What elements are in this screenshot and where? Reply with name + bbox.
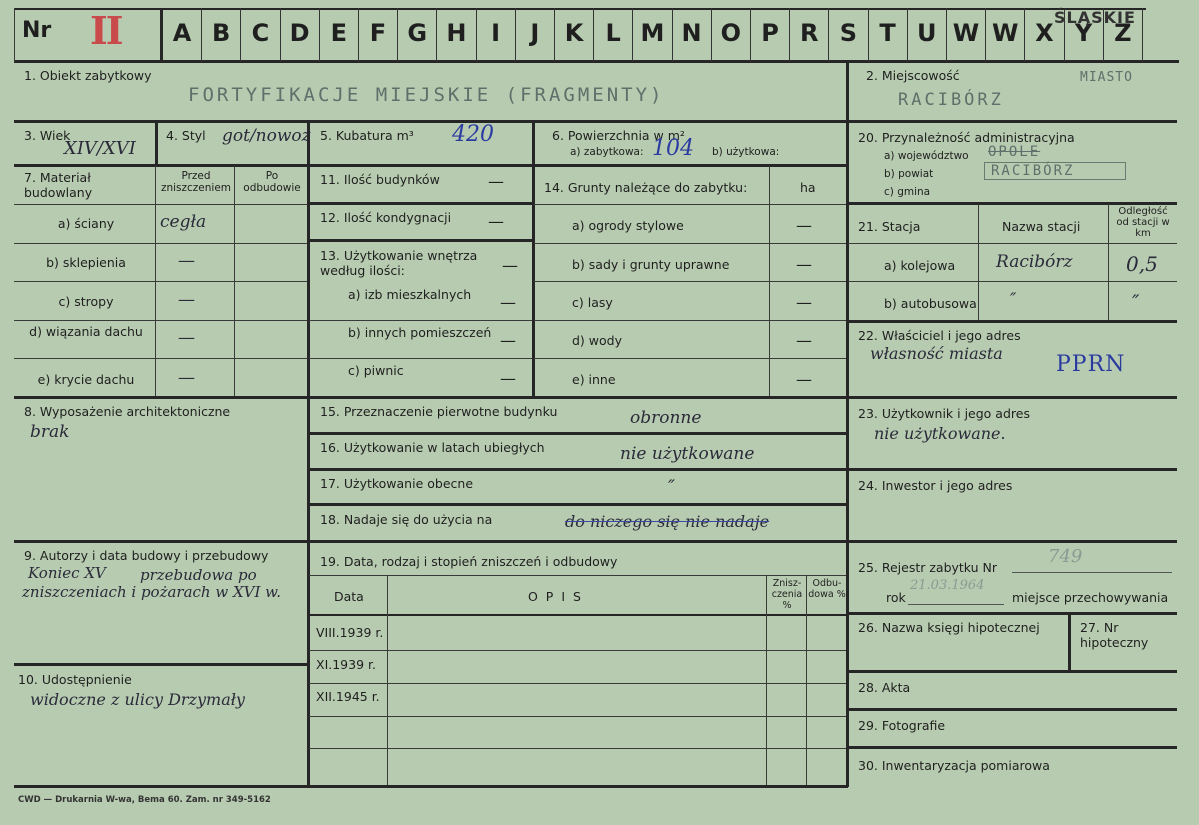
f21-top	[848, 202, 1177, 205]
f20-a-value: OPOLE	[988, 144, 1041, 160]
f2-note: MIASTO	[1080, 70, 1133, 85]
f24-label: 24. Inwestor i jego adres	[858, 478, 1013, 493]
f6-sub-b: b) użytkowa:	[712, 146, 780, 158]
f19-col-zn	[766, 575, 767, 785]
f25-rok-label: rok	[886, 590, 906, 605]
f17-value: ″	[668, 476, 676, 498]
f22-value: własność miasta	[870, 344, 1003, 363]
f7-label: 7. Materiał budowlany	[24, 170, 93, 200]
f14-row-value: —	[796, 255, 812, 274]
nr-label: Nr	[22, 18, 52, 43]
f19-date: XII.1945 r.	[316, 689, 380, 704]
f25-nr-line	[1012, 572, 1172, 573]
f13-value: —	[502, 256, 518, 275]
f20-c-label: c) gmina	[884, 186, 931, 198]
f26-label: 26. Nazwa księgi hipotecznej	[858, 620, 1040, 635]
f21-col2	[1108, 204, 1109, 320]
index-letter: U	[917, 19, 937, 47]
f16-value: nie użytkowane	[620, 444, 755, 464]
f14-head-line	[534, 204, 846, 205]
f12-label: 12. Ilość kondygnacji	[320, 210, 452, 225]
f11-line	[309, 202, 532, 205]
f9-label: 9. Autorzy i data budowy i przebudowy	[24, 548, 269, 563]
index-letter: S	[839, 19, 858, 47]
index-letter: K	[564, 19, 584, 47]
f23-line	[848, 396, 1177, 399]
f21-label: 21. Stacja	[858, 219, 921, 234]
index-letter: J	[530, 19, 540, 47]
mat-line-1	[14, 243, 307, 244]
f20-b-value: RACIBÓRZ	[984, 162, 1126, 180]
f14-line-3	[534, 320, 846, 321]
f30-line	[848, 746, 1177, 749]
f18-label: 18. Nadaje się do użycia na	[320, 512, 493, 527]
f14-row-value: —	[796, 293, 812, 312]
f21-head-line	[848, 243, 1177, 244]
f7-col-before: Przed zniszczeniem	[160, 170, 232, 194]
f21-row-label: b) autobusowa	[884, 296, 977, 311]
index-letter: L	[605, 19, 621, 47]
f13-row-value: —	[500, 331, 516, 350]
mat-head-line	[14, 204, 307, 205]
index-letter: Y	[1074, 19, 1093, 47]
f29-label: 29. Fotografie	[858, 718, 946, 733]
wiek-divider	[155, 122, 158, 166]
f12-line	[309, 239, 532, 242]
f20-label: 20. Przynależność administracyjna	[858, 130, 1075, 145]
f14-row-label: e) inne	[572, 372, 616, 387]
f10-line	[14, 663, 307, 666]
f25-nr-value: 749	[1048, 546, 1083, 567]
f9-value-1: Koniec XV	[28, 564, 106, 582]
f19-line	[14, 540, 846, 543]
f19-row-2	[309, 683, 846, 684]
f8-value: brak	[30, 422, 70, 442]
f25-label: 25. Rejestr zabytku Nr	[858, 560, 998, 575]
mat-line-3	[14, 320, 307, 321]
index-letter: A	[172, 19, 192, 47]
index-letter: P	[761, 19, 779, 47]
f21-row-name: ″	[1010, 290, 1017, 310]
f27-label: 27. Nr hipoteczny	[1080, 620, 1149, 650]
f7-row-value: —	[178, 290, 195, 310]
f21-row-line	[848, 281, 1177, 282]
f5-label: 5. Kubatura m³	[320, 128, 414, 143]
f30-label: 30. Inwentaryzacja pomiarowa	[858, 758, 1050, 773]
f21-row-dist: 0,5	[1126, 252, 1158, 276]
f19-label: 19. Data, rodzaj i stopień zniszczeń i odbudowy	[320, 554, 618, 569]
row1-line	[14, 120, 1177, 123]
f6-sub-a: a) zabytkowa:	[570, 146, 644, 158]
row15-line	[14, 396, 846, 399]
index-divider	[1142, 8, 1143, 62]
index-letter: C	[251, 19, 270, 47]
f28-line	[848, 670, 1177, 673]
f9-value-1b: przebudowa po	[140, 566, 257, 584]
f22-stamp: PPRN	[1056, 352, 1126, 377]
f14-label: 14. Grunty należące do zabytku:	[544, 180, 748, 195]
index-letter: W	[991, 19, 1019, 47]
index-letter: T	[879, 19, 896, 47]
f11-label: 11. Ilość budynków	[320, 172, 440, 187]
f14-row-value: —	[796, 216, 812, 235]
f19-row-4	[309, 748, 846, 749]
f21-row-label: a) kolejowa	[884, 258, 956, 273]
f7-col-after: Po odbudowie	[243, 170, 301, 194]
index-letter: Z	[1114, 19, 1132, 47]
index-letter: F	[369, 19, 387, 47]
f27-divider	[1068, 612, 1071, 672]
f13-row-label: b) innych pomieszczeń	[348, 325, 492, 340]
f7-row-label: a) ściany	[57, 216, 115, 231]
f4-label: 4. Styl	[166, 128, 206, 143]
f5-value: 420	[452, 122, 494, 147]
f29-line	[848, 708, 1177, 711]
row3-line	[14, 164, 846, 167]
f20-a-label: a) województwo	[884, 150, 969, 162]
f19-col-zn: Znisz-czenia %	[771, 578, 803, 611]
f18-value: do niczego się nie nadaje	[565, 512, 770, 531]
f22-line	[848, 320, 1177, 323]
f19-row-3	[309, 716, 846, 717]
f13-row-value: —	[500, 293, 516, 312]
f14-row-value: —	[796, 370, 812, 389]
f13-row-value: —	[500, 369, 516, 388]
f19-date: VIII.1939 r.	[316, 625, 384, 640]
f25-rok-value: 21.03.1964	[910, 578, 985, 593]
col-divider-left	[307, 122, 310, 787]
f15-value: obronne	[630, 408, 702, 428]
f1-label: 1. Obiekt zabytkowy	[24, 68, 152, 83]
f4-value: got/nowoż	[222, 126, 311, 146]
f11-value: —	[488, 172, 504, 191]
index-letter: G	[407, 19, 428, 47]
index-letter: N	[681, 19, 702, 47]
f7-row-label: c) stropy	[58, 294, 114, 309]
f21-row-dist: ″	[1132, 290, 1140, 314]
f17-label: 17. Użytkowanie obecne	[320, 476, 474, 491]
f19-row-1	[309, 650, 846, 651]
index-letter: O	[720, 19, 741, 47]
f22-label: 22. Właściciel i jego adres	[858, 328, 1021, 343]
f23-value: nie użytkowane.	[874, 424, 1006, 443]
f19-col-date: Data	[334, 589, 364, 604]
f25-place-label: miejsce przechowywania	[1012, 590, 1169, 605]
index-letter: I	[491, 19, 501, 47]
f21-row-name: Racibórz	[996, 252, 1073, 272]
f19-col-odb: Odbu-dowa %	[808, 578, 846, 600]
col-divider-right	[846, 62, 849, 787]
index-letter: H	[446, 19, 467, 47]
f13-line-a	[309, 320, 532, 321]
index-letter: D	[289, 19, 310, 47]
f19-col-odb	[806, 575, 807, 785]
f14-line-4	[534, 358, 846, 359]
f18-line	[309, 503, 846, 506]
f3-label: 3. Wiek	[24, 128, 71, 143]
mat-line-4	[14, 358, 307, 359]
f7-row-label: e) krycie dachu	[37, 372, 135, 387]
f10-value: widoczne z ulicy Drzymały	[30, 690, 245, 709]
index-letter: R	[799, 19, 819, 47]
f19-col-date	[387, 575, 388, 785]
f23-label: 23. Użytkownik i jego adres	[858, 406, 1030, 421]
f21-col-dist: Odległość od stacji w km	[1116, 206, 1170, 239]
f21-col-name: Nazwa stacji	[1002, 219, 1081, 234]
index-letter: W	[952, 19, 980, 47]
f16-label: 16. Użytkowanie w latach ubiegłych	[320, 440, 545, 455]
f7-row-label: b) sklepienia	[46, 255, 126, 270]
f7-row-value: —	[178, 328, 195, 348]
f28-label: 28. Akta	[858, 680, 911, 695]
header-left-edge	[14, 8, 15, 62]
region-stamp: ŚLĄSKIE	[1054, 8, 1136, 27]
index-letter: B	[212, 19, 231, 47]
f14-row-label: a) ogrody stylowe	[572, 218, 684, 233]
f24-line	[848, 468, 1177, 471]
f6-label: 6. Powierzchnia w m²	[552, 128, 685, 143]
f7-row-label: d) wiązania dachu	[29, 324, 143, 339]
f12-value: —	[488, 212, 504, 231]
f6-value-a: 104	[652, 136, 694, 161]
f13-row-label: a) izb mieszkalnych	[348, 287, 472, 302]
f25-rok-line	[908, 604, 1004, 605]
f3-value: XIV/XVI	[64, 138, 136, 159]
nr-value: II	[90, 8, 122, 53]
f7-row-value: —	[178, 368, 195, 388]
f13-label: 13. Użytkowanie wnętrza według ilości:	[320, 248, 478, 278]
f26-line	[848, 612, 1177, 615]
f8-label: 8. Wyposażenie architektoniczne	[24, 404, 231, 419]
index-letter: E	[330, 19, 347, 47]
f14-row-label: d) wody	[572, 333, 622, 348]
f13-row-label: c) piwnic	[348, 363, 404, 378]
f7-row-value: —	[178, 251, 195, 271]
f14-row-value: —	[796, 331, 812, 350]
f25-line	[848, 540, 1177, 543]
f19-date: XI.1939 r.	[316, 657, 376, 672]
f14-unit: ha	[800, 180, 816, 195]
f14-line-1	[534, 243, 846, 244]
index-letter: X	[1035, 19, 1054, 47]
f16-line	[309, 432, 846, 435]
f1-value: FORTYFIKACJE MIEJSKIE (FRAGMENTY)	[188, 84, 665, 106]
f14-line-2	[534, 281, 846, 282]
printer-imprint: CWD — Drukarnia W-wa, Bema 60. Zam. nr 349-5162	[18, 795, 271, 805]
f7-row-value: cegła	[160, 212, 207, 232]
bottom-line	[14, 785, 848, 788]
f2-label: 2. Miejscowość	[866, 68, 960, 83]
mat-line-2	[14, 281, 307, 282]
header-bottom-line	[14, 60, 1179, 63]
f14-row-label: c) lasy	[572, 295, 613, 310]
f21-col1	[978, 204, 979, 320]
f15-label: 15. Przeznaczenie pierwotne budynku	[320, 404, 558, 419]
f9-value-2: zniszczeniach i pożarach w XVI w.	[22, 583, 281, 601]
f17-line	[309, 468, 846, 471]
f19-col-opis: O P I S	[528, 589, 583, 604]
f2-value: RACIBÓRZ	[898, 90, 1004, 110]
f20-b-label: b) powiat	[884, 168, 934, 180]
f14-row-label: b) sady i grunty uprawne	[572, 257, 730, 272]
index-letter: M	[640, 19, 665, 47]
f10-label: 10. Udostępnienie	[18, 672, 132, 687]
f13-line-b	[309, 358, 532, 359]
